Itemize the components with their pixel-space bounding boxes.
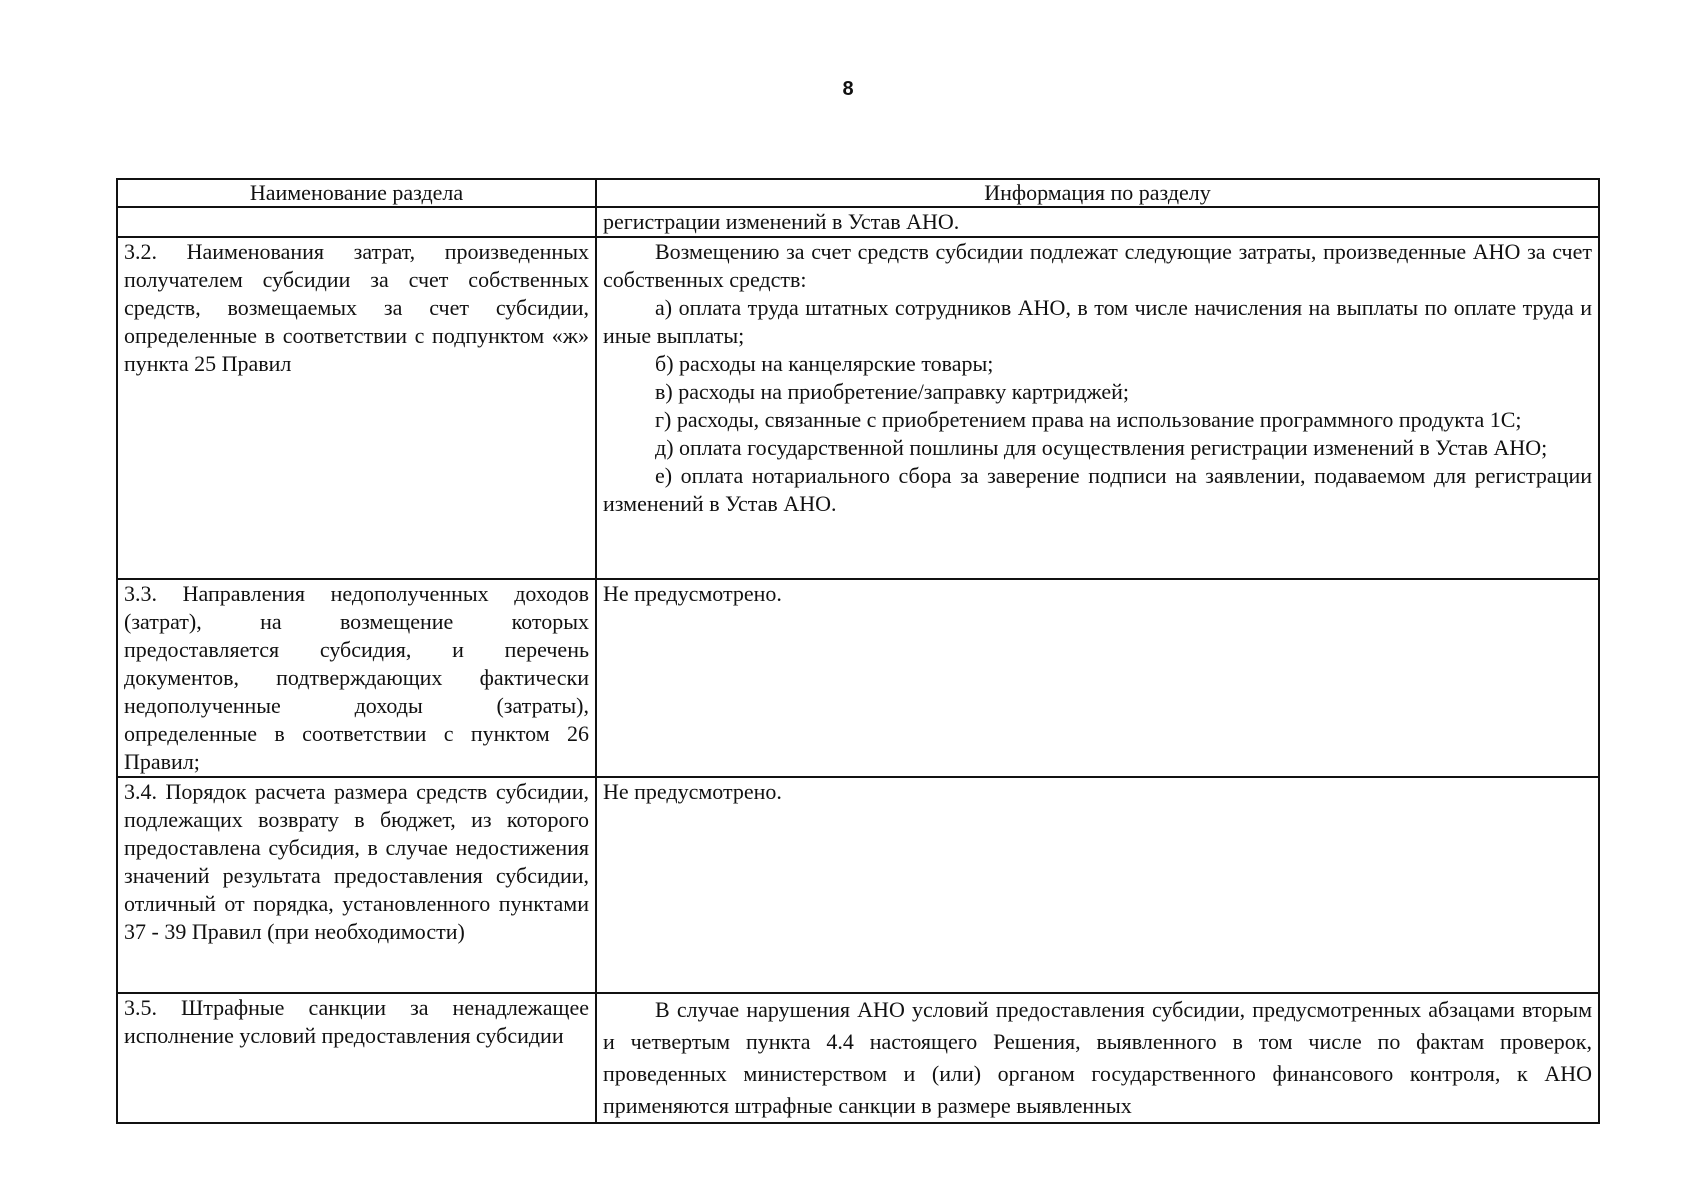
row-3-4-info — [596, 777, 1599, 993]
row-3-4-text: Не предусмотрено. — [603, 779, 782, 804]
expense-item-v: в) расходы на приобретение/заправку картриджей; — [655, 379, 1130, 404]
table-header-row — [117, 179, 1599, 207]
row-3-5-text: В случае нарушения АНО условий предоставления субсидии, предусмотренных абзацами вторым и четвертым пункта 4.4 настоящего Решения, выявленного в том числе по фактам проверок, проведенных министерством и (или) органом государственного финансового контроля, к АНО применяются штрафные санкции в размере выявленных — [603, 997, 1592, 1118]
row-3-3-title: 3.3. Направления недополученных доходов (затрат), на возмещение которых предоставляется субсидия, и перечень документов, подтверждающих фактически недополученные доходы (затраты), определенные в соответствии с пунктом 26 Правил; — [117, 579, 596, 777]
row-3-2-info — [596, 237, 1599, 579]
continuation-row — [117, 207, 1599, 237]
header-section-name: Наименование раздела — [117, 179, 596, 207]
expense-item-a: а) оплата труда штатных сотрудников АНО, в том числе начисления на выплаты по оплате труда и иные выплаты; — [603, 295, 1592, 348]
table-row — [117, 993, 1599, 1123]
expense-item-d: д) оплата государственной пошлины для осуществления регистрации изменений в Устав АНО; — [655, 435, 1548, 460]
row-3-5-info — [596, 993, 1599, 1123]
row-3-5-title: 3.5. Штрафные санкции за ненадлежащее исполнение условий предоставления субсидии — [117, 993, 596, 1123]
expense-item-b: б) расходы на канцелярские товары; — [655, 351, 994, 376]
continuation-left-cell — [117, 207, 596, 237]
table-row — [117, 237, 1599, 579]
expense-item-g: г) расходы, связанные с приобретением права на использование программного продукта 1С; — [655, 407, 1522, 432]
row-3-4-title: 3.4. Порядок расчета размера средств субсидии, подлежащих возврату в бюджет, из которого предоставлена субсидия, в случае недостижения значений результата предоставления субсидии, отличный от порядка, установленного пунктами 37 - 39 Правил (при необходимости) — [117, 777, 596, 993]
row-3-3-text: Не предусмотрено. — [603, 581, 782, 606]
section-info-table — [116, 178, 1600, 1124]
continuation-text: регистрации изменений в Устав АНО. — [596, 207, 1599, 237]
row-3-2-title: 3.2. Наименования затрат, произведенных получателем субсидии за счет собственных средств, возмещаемых за счет субсидии, определенные в соответствии с подпунктом «ж» пункта 25 Правил — [117, 237, 596, 579]
table-row — [117, 777, 1599, 993]
table-row — [117, 579, 1599, 777]
header-section-info: Информация по разделу — [596, 179, 1599, 207]
row-3-3-info — [596, 579, 1599, 777]
page-number: 8 — [842, 78, 854, 100]
expense-item-e: е) оплата нотариального сбора за заверение подписи на заявлении, подаваемом для регистрации изменений в Устав АНО. — [603, 463, 1592, 516]
expense-intro: Возмещению за счет средств субсидии подлежат следующие затраты, произведенные АНО за счет собственных средств: — [603, 239, 1592, 292]
